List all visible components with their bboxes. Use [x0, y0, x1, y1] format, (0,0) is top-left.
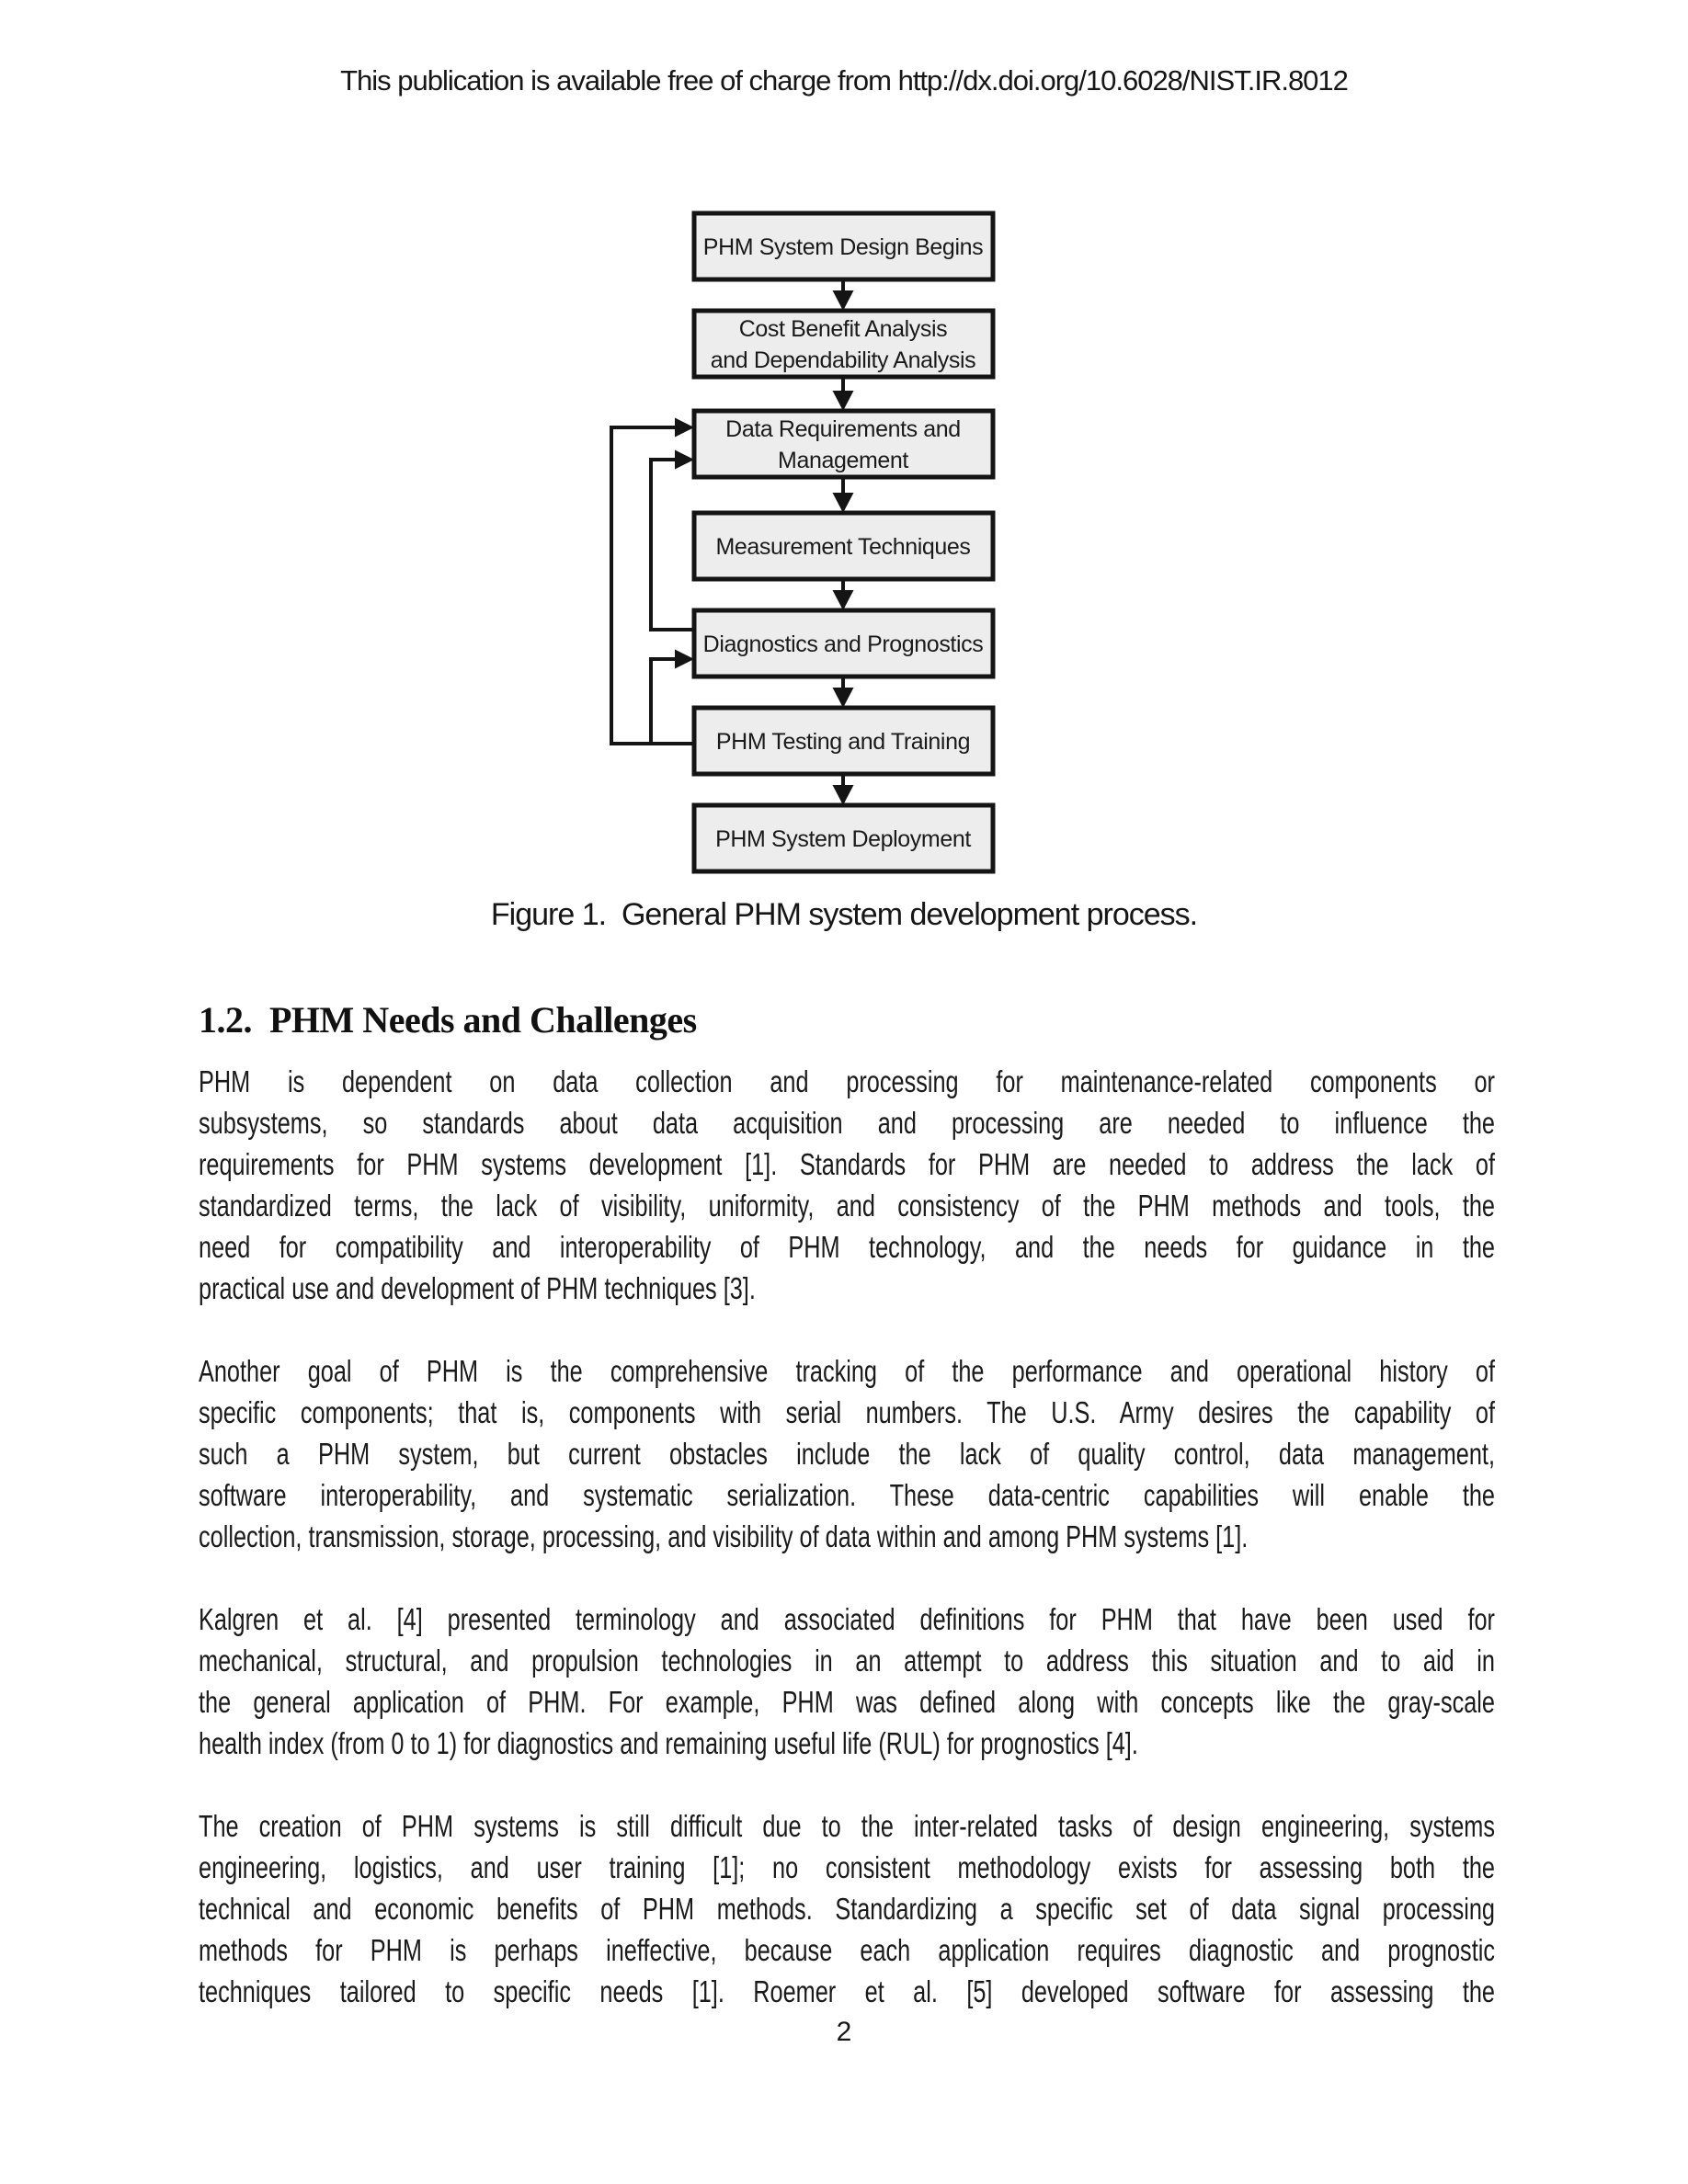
- paragraph-1: [199, 1061, 1495, 1309]
- text-line: technical and economic benefits of PHM methods. Standardizing a specific set of data signal processing: [199, 1892, 1495, 1926]
- figure-1-flowchart: [588, 207, 1030, 878]
- section-heading-1-2: 1.2. PHM Needs and Challenges: [199, 999, 697, 1041]
- flowchart-box-label: PHM System Design Begins: [702, 234, 984, 260]
- text-line: Another goal of PHM is the comprehensive tracking of the performance and operational history of: [199, 1354, 1495, 1388]
- text-line: collection, transmission, storage, processing, and visibility of data within and among PHM systems [1].: [199, 1519, 1249, 1553]
- flowchart-box-label: Measurement Techniques: [715, 534, 971, 560]
- flow-arrow-4-5: [833, 579, 854, 610]
- text-line: The creation of PHM systems is still difficult due to the inter-related tasks of design engineering, systems: [199, 1809, 1495, 1843]
- flowchart-box-label: and Dependability Analysis: [710, 347, 976, 373]
- text-line: mechanical, structural, and propulsion technologies in an attempt to address this situation and to aid in: [199, 1644, 1495, 1678]
- feedback-diagnostics-to-data-requirements: [651, 450, 694, 631]
- figure-1-caption: Figure 1. General PHM system development process.: [490, 897, 1198, 932]
- text-line: engineering, logistics, and user training [1]; no consistent methodology exists for assessing both the: [199, 1850, 1495, 1884]
- paragraph-4: [199, 1805, 1495, 2012]
- text-line: methods for PHM is perhaps ineffective, because each application requires diagnostic and prognostic: [199, 1933, 1495, 1967]
- body-text-column: [199, 1061, 1495, 2053]
- text-line: Kalgren et al. [4] presented terminology and associated definitions for PHM that have been used for: [199, 1602, 1495, 1636]
- text-line: software interoperability, and systematic serialization. These data-centric capabilities will enable the: [199, 1478, 1495, 1512]
- text-line: standardized terms, the lack of visibility, uniformity, and consistency of the PHM methods and tools, the: [199, 1189, 1495, 1223]
- flowchart-box-phm-testing-training: [694, 708, 993, 774]
- flow-arrow-3-4: [833, 477, 854, 513]
- text-line: health index (from 0 to 1) for diagnostics and remaining useful life (RUL) for prognostics [4].: [199, 1726, 1138, 1760]
- flow-arrow-2-3: [833, 377, 854, 411]
- flowchart-box-phm-system-deployment: [694, 805, 993, 871]
- flowchart-box-measurement-techniques: [694, 513, 993, 579]
- feedback-testing-to-diagnostics: [651, 650, 694, 745]
- flow-arrow-6-7: [833, 774, 854, 805]
- text-line: subsystems, so standards about data acquisition and processing are needed to influence the: [199, 1106, 1495, 1140]
- text-line: techniques tailored to specific needs [1]. Roemer et al. [5] developed software for assessing the: [199, 1974, 1495, 2008]
- flowchart-box-label: PHM System Deployment: [715, 826, 971, 852]
- flowchart-box-label: Management: [778, 448, 908, 473]
- text-line: PHM is dependent on data collection and processing for maintenance-related components or: [199, 1064, 1495, 1098]
- paragraph-3: [199, 1598, 1495, 1764]
- publication-availability-notice: This publication is available free of charge from http://dx.doi.org/10.6028/NIST.IR.8012: [340, 64, 1348, 97]
- text-line: such a PHM system, but current obstacles include the lack of quality control, data management,: [199, 1437, 1495, 1471]
- flowchart-box-phm-system-design-begins: [694, 213, 993, 279]
- flowchart-box-label: Data Requirements and: [725, 416, 961, 442]
- text-line: specific components; that is, components with serial numbers. The U.S. Army desires the capability of: [199, 1395, 1495, 1429]
- flowchart-box-diagnostics-prognostics: [694, 610, 993, 677]
- text-line: need for compatibility and interoperability of PHM technology, and the needs for guidance in the: [199, 1230, 1495, 1264]
- flow-arrow-1-2: [833, 279, 854, 311]
- flowchart-box-label: Cost Benefit Analysis: [738, 316, 948, 342]
- flowchart-box-data-requirements-management: [694, 411, 993, 477]
- flowchart-box-label: PHM Testing and Training: [715, 729, 971, 755]
- paragraph-2: [199, 1350, 1495, 1557]
- text-line: practical use and development of PHM techniques [3].: [199, 1271, 756, 1305]
- flowchart-box-label: Diagnostics and Prognostics: [702, 631, 984, 657]
- flow-arrow-5-6: [833, 677, 854, 708]
- page-number: 2: [836, 2017, 852, 2047]
- text-line: requirements for PHM systems development [1]. Standards for PHM are needed to address the lack of: [199, 1147, 1495, 1181]
- flowchart-box-cost-benefit-analysis: [694, 311, 993, 377]
- text-line: the general application of PHM. For example, PHM was defined along with concepts like the gray-scale: [199, 1685, 1495, 1719]
